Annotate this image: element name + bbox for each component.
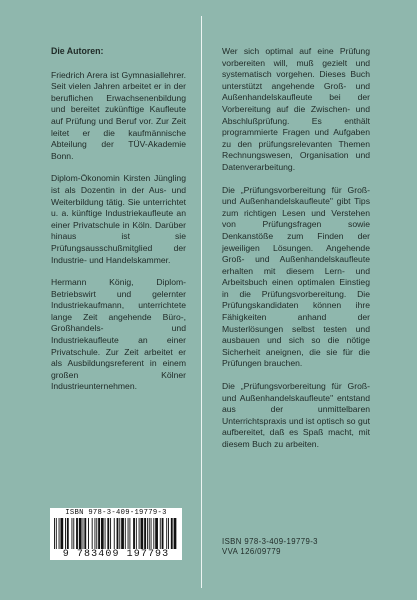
barcode-bar: [92, 518, 93, 549]
blurb-intro: Wer sich optimal auf eine Prüfung vorbereiten will, muß gezielt und systematisch vorgehen. Dieses Buch unterstützt angehende Groß- und Außenhandelskaufleute bei der Vorbereitung auf die Zwischen- und Abschlußprüfung. Es enthält programmierte Fragen und Aufgaben zu den prüfungsrelevanten Themen Rechnungswesen, Organisation und Datenverarbeitung.: [222, 46, 370, 172]
barcode-bar: [56, 518, 57, 549]
barcode-bar: [125, 518, 126, 549]
barcode-bar: [73, 518, 74, 549]
barcode-bar: [168, 518, 169, 549]
barcode-bar: [139, 518, 140, 549]
barcode-bar: [83, 518, 84, 549]
author-bio-juengling: Diplom-Ökonomin Kirsten Jüngling ist als Dozentin in der Aus- und Weiterbildung tätig. Sie unterrichtet u. a. künftige Industriekaufleute an einer Privatschule in Köln. Darüber hinaus ist sie Prüfungsausschußmitglied der Industrie- und Handelskammer.: [51, 173, 186, 265]
barcode-bar: [59, 518, 60, 549]
barcode-bar: [60, 518, 63, 549]
barcode-bar: [54, 518, 55, 549]
vva-line: VVA 126/09779: [222, 547, 281, 556]
barcode-bar: [149, 518, 150, 549]
blurb-column: [222, 46, 370, 462]
barcode-bar: [174, 518, 177, 549]
barcode-bar: [155, 518, 158, 549]
barcode-bar: [71, 518, 72, 549]
barcode-label: [50, 508, 182, 560]
barcode-bar: [166, 518, 167, 549]
barcode-bar: [147, 518, 148, 549]
barcode-bar: [65, 518, 66, 549]
barcode-bars: [54, 518, 178, 549]
barcode-bar: [79, 518, 82, 549]
barcode-bar: [151, 518, 152, 549]
barcode-bar: [153, 518, 154, 549]
barcode-bar: [119, 518, 120, 549]
barcode-bar: [128, 518, 129, 549]
barcode-bar: [117, 518, 119, 549]
barcode-bar: [144, 518, 146, 549]
barcode-bar: [140, 518, 143, 549]
isbn-footer: [222, 537, 318, 557]
barcode-bar: [107, 518, 109, 549]
barcode-bar: [121, 518, 124, 549]
column-divider: [201, 16, 202, 588]
barcode-bar: [133, 518, 135, 549]
barcode-bar: [171, 518, 173, 549]
barcode-bar: [101, 518, 104, 549]
barcode-bar: [136, 518, 137, 549]
barcode-bar: [162, 518, 164, 549]
author-bio-koenig: Hermann König, Diplom-Betriebswirt und gelernter Industriekaufmann, unterrichtete lange Zeit angehende Büro-, Großhandels- und Industriekaufleute an einer Privatschule. Zur Zeit arbeitet er als Ausbildungsreferent in einem großen Kölner Industrieunternehmen.: [51, 277, 186, 392]
isbn-line: ISBN 978-3-409-19779-3: [222, 537, 318, 546]
authors-column: [51, 46, 186, 404]
author-bio-arera: Friedrich Arera ist Gymnasiallehrer. Seit vielen Jahren arbeitet er in der beruflichen Erwachsenenbildung und bereitet zukünftige Kaufleute auf Prüfung und Beruf vor. Zur Zeit leitet er die kaufmännische Abteilung der TÜV-Akademie Bonn.: [51, 69, 186, 161]
barcode-bar: [105, 518, 106, 549]
blurb-origin: Die „Prüfungsvorbereitung für Groß- und Außenhandelskaufleute" entstand aus der unmittelbaren Unterrichtspraxis und ist optisch so gut aufbereitet, daß es Spaß macht, mit diesem Buch zu arbeiten.: [222, 381, 370, 449]
barcode-digits: 9 783409 197793: [62, 549, 170, 560]
barcode-bar: [67, 518, 69, 549]
barcode-bar: [98, 518, 100, 549]
barcode-bar: [110, 518, 111, 549]
authors-heading: Die Autoren:: [51, 46, 104, 56]
barcode-bar: [94, 518, 95, 549]
barcode-bar: [76, 518, 78, 549]
barcode-bar: [84, 518, 86, 549]
barcode-bar: [129, 518, 130, 549]
barcode-isbn: ISBN 978-3-409-19779-3: [65, 509, 167, 517]
barcode-bar: [96, 518, 97, 549]
barcode-bar: [114, 518, 115, 549]
barcode-bar: [88, 518, 89, 549]
barcode-bar: [160, 518, 161, 549]
blurb-description: Die „Prüfungsvorbereitung für Groß- und Außenhandelskaufleute" gibt Tips zum richtigen Lesen und Verstehen von Prüfungsfragen sowie Denkanstöße zum Finden der jeweiligen Lösungen. Angehende Groß- und Außenhandelskaufleute erhalten mit diesem Lern- und Arbeitsbuch einen optimalen Einstieg in die Prüfungsvorbereitung. Die Prüfungskandidaten können ihre Fähigkeiten anhand der Musterlösungen selbst testen und ausbauen und sich so die nötige Sicherheit aneignen, die sie für die Prüfungen brauchen.: [222, 184, 370, 369]
